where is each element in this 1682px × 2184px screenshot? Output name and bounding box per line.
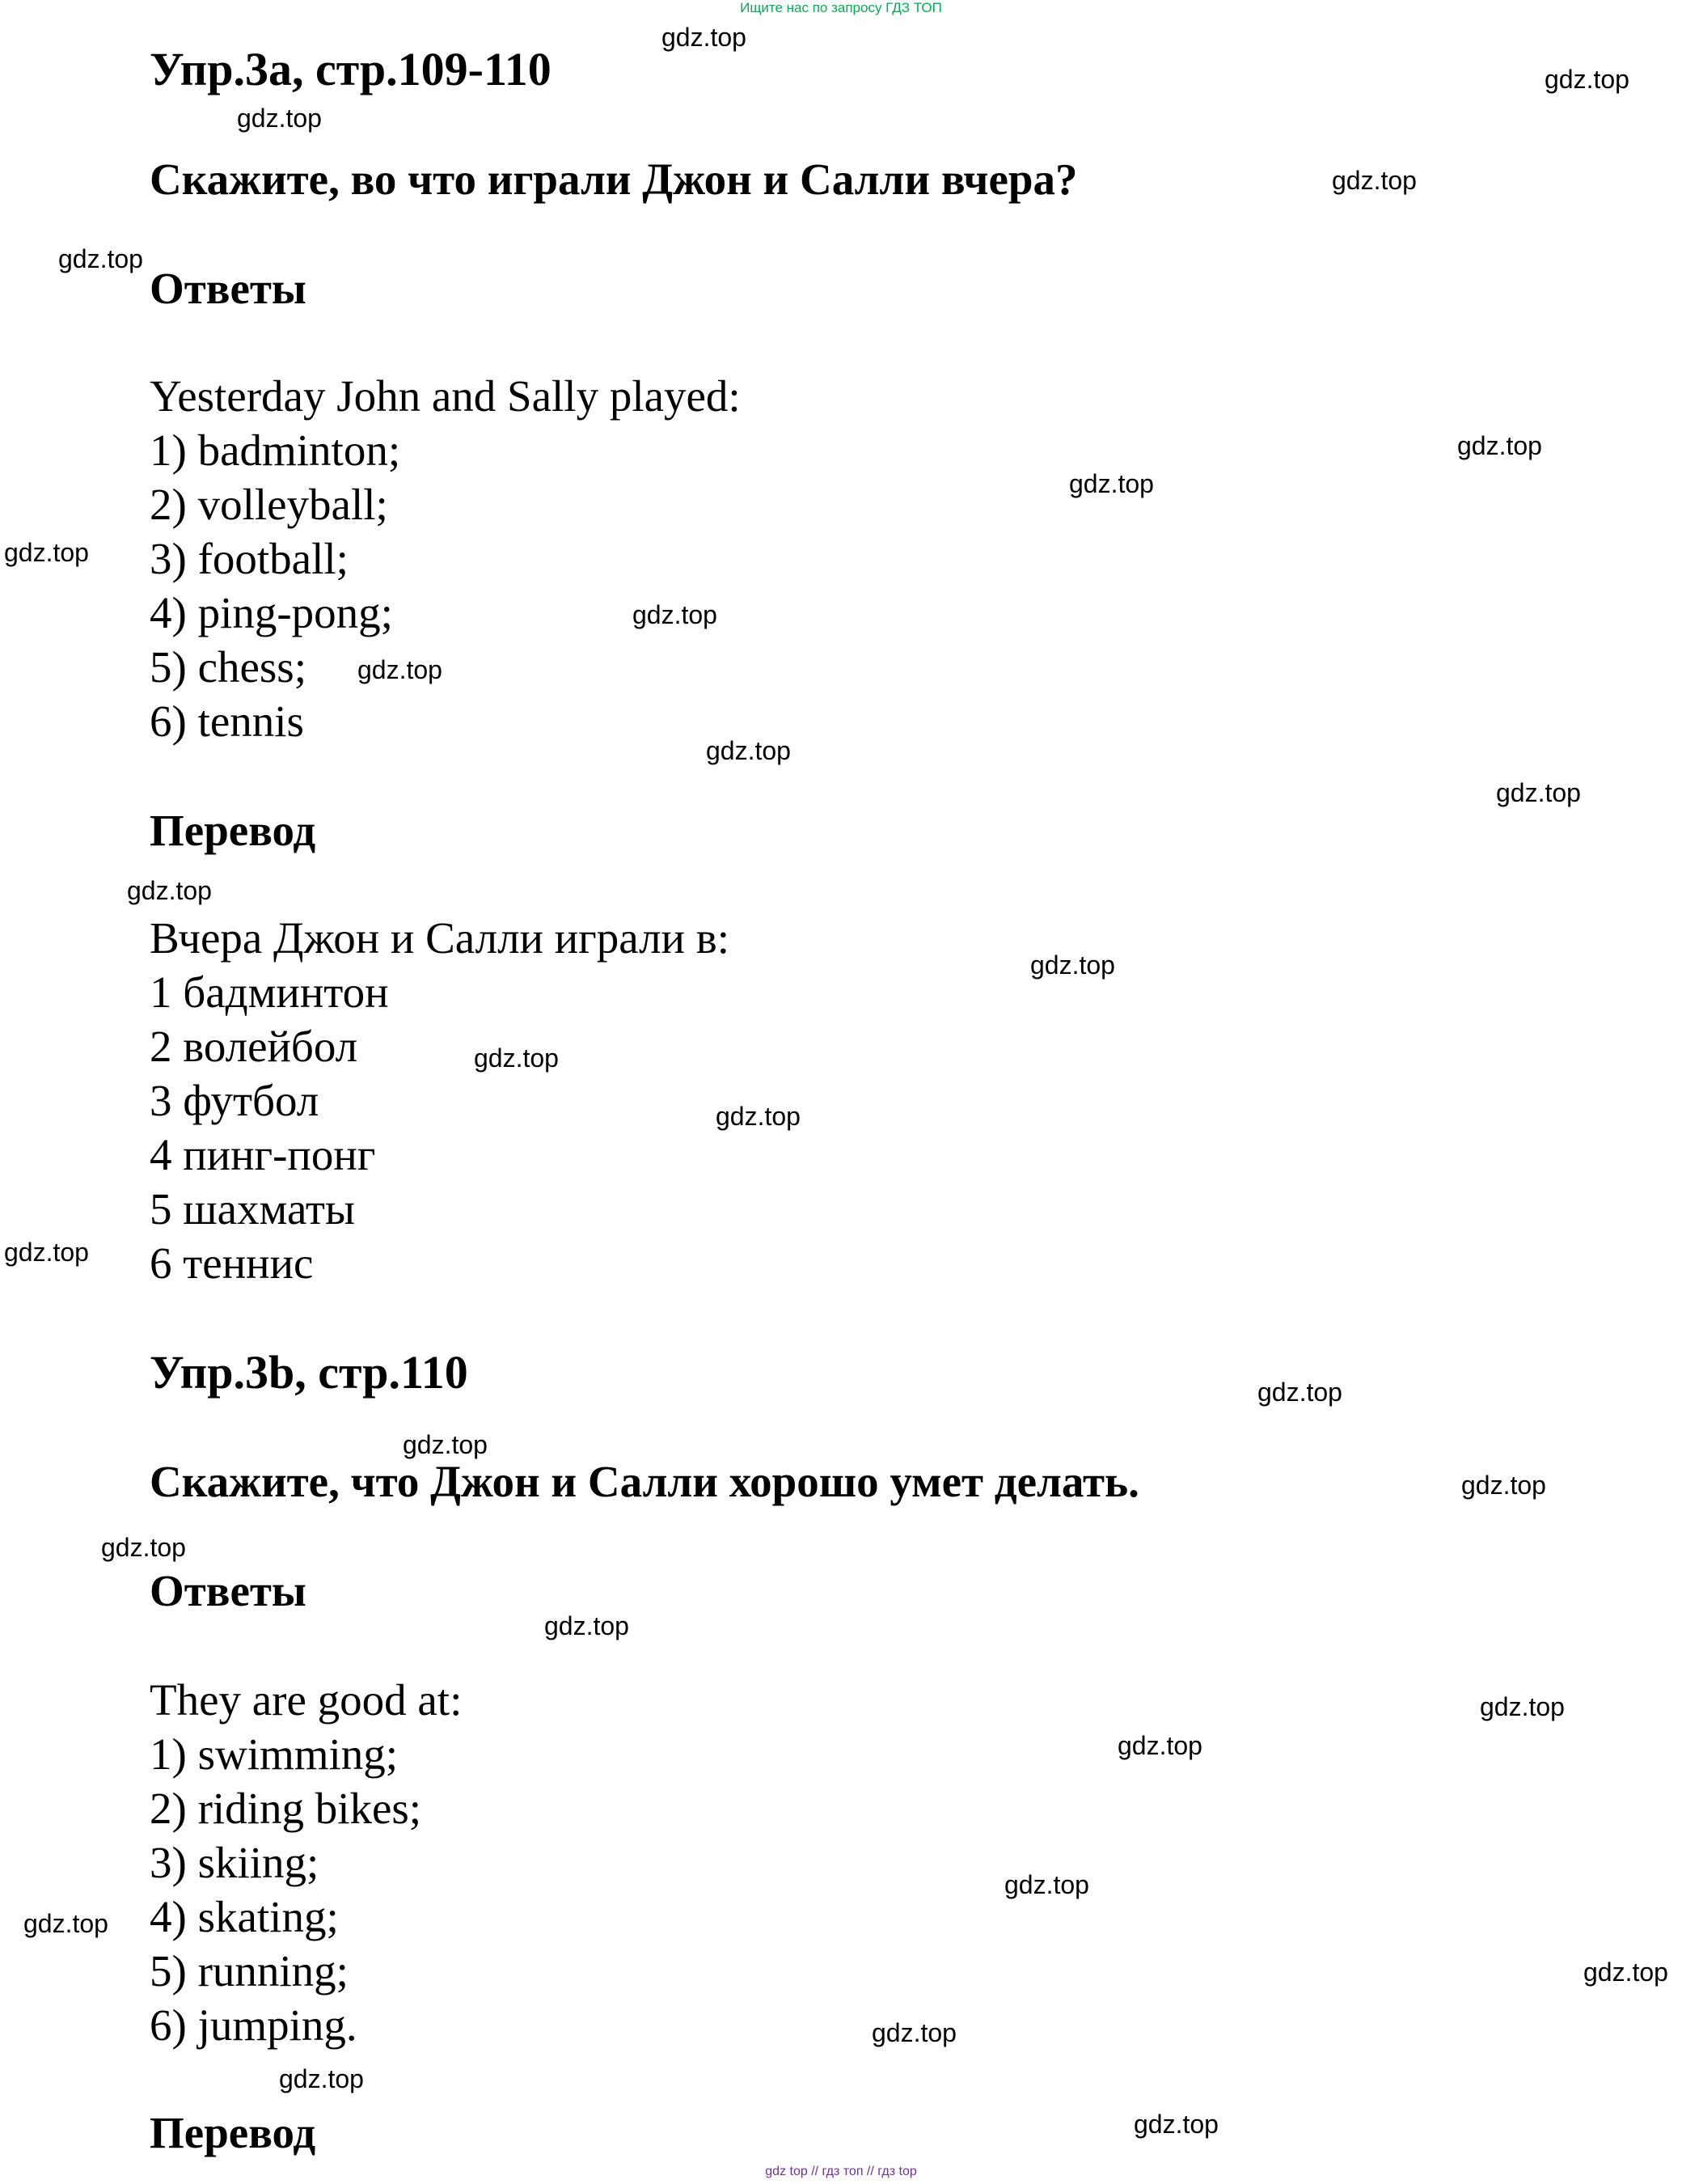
watermark: gdz.top <box>1257 1378 1342 1407</box>
watermark: gdz.top <box>23 1909 108 1938</box>
exercise-3a-translation-item: 1 бадминтон <box>150 967 389 1017</box>
exercise-3b-task: Скажите, что Джон и Салли хорошо умет делать. <box>150 1457 1139 1506</box>
watermark: gdz.top <box>716 1102 801 1131</box>
exercise-3a-answer-item: 6) tennis <box>150 696 304 746</box>
watermark: gdz.top <box>1461 1471 1546 1500</box>
exercise-3a-answers-heading: Ответы <box>150 264 306 313</box>
watermark: gdz.top <box>58 244 143 273</box>
exercise-3b-answers-intro: They are good at: <box>150 1675 463 1725</box>
exercise-3a-task: Скажите, во что играли Джон и Салли вчера? <box>150 154 1078 204</box>
exercise-3b-answers-heading: Ответы <box>150 1566 306 1615</box>
watermark: gdz.top <box>474 1043 559 1073</box>
watermark: gdz.top <box>357 655 442 684</box>
watermark: gdz.top <box>1030 950 1115 980</box>
exercise-3a-translation-heading: Перевод <box>150 806 316 855</box>
top-banner: Ищите нас по запросу ГДЗ ТОП <box>740 0 942 15</box>
watermark: gdz.top <box>237 104 322 133</box>
watermark: gdz.top <box>632 600 717 629</box>
watermark: gdz.top <box>872 2018 957 2047</box>
watermark: gdz.top <box>1457 431 1542 460</box>
exercise-3b-answer-item: 6) jumping. <box>150 2000 357 2050</box>
exercise-3b-answer-item: 5) running; <box>150 1946 349 1996</box>
watermark: gdz.top <box>1118 1731 1202 1760</box>
watermark: gdz.top <box>4 538 89 567</box>
watermark: gdz.top <box>706 736 791 765</box>
exercise-3a-answer-item: 2) volleyball; <box>150 480 388 529</box>
exercise-3a-translation-item: 2 волейбол <box>150 1022 358 1071</box>
watermark: gdz.top <box>1134 2110 1219 2139</box>
watermark: gdz.top <box>1480 1692 1565 1721</box>
exercise-3b-answer-item: 4) skating; <box>150 1892 339 1941</box>
exercise-3b-translation-heading: Перевод <box>150 2108 316 2157</box>
exercise-3a-answer-item: 5) chess; <box>150 642 306 692</box>
exercise-3b-answer-item: 1) swimming; <box>150 1729 399 1779</box>
watermark: gdz.top <box>1583 1958 1668 1987</box>
exercise-3a-translation-item: 5 шахматы <box>150 1184 355 1234</box>
watermark: gdz.top <box>1004 1870 1089 1899</box>
watermark: gdz.top <box>101 1533 186 1562</box>
watermark: gdz.top <box>1496 778 1581 807</box>
watermark: gdz.top <box>403 1430 488 1459</box>
exercise-3a-answers-intro: Yesterday John and Sally played: <box>150 371 741 421</box>
exercise-3b-answer-item: 3) skiing; <box>150 1838 319 1887</box>
exercise-3a-title: Упр.3а, стр.109-110 <box>150 43 552 95</box>
watermark: gdz.top <box>1545 65 1629 94</box>
watermark: gdz.top <box>544 1611 629 1640</box>
exercise-3a-translation-item: 6 теннис <box>150 1238 314 1288</box>
exercise-3a-translation-item: 4 пинг-понг <box>150 1130 376 1179</box>
footer-banner: gdz top // гдз топ // гдз top <box>765 2165 917 2178</box>
exercise-3b-answer-item: 2) riding bikes; <box>150 1784 422 1833</box>
watermark: gdz.top <box>1069 469 1154 498</box>
exercise-3a-answer-item: 1) badminton; <box>150 425 401 475</box>
watermark: gdz.top <box>1332 166 1417 195</box>
watermark: gdz.top <box>127 876 212 905</box>
exercise-3a-answer-item: 3) football; <box>150 534 349 583</box>
exercise-3a-translation-item: 3 футбол <box>150 1076 319 1125</box>
exercise-3a-translation-intro: Вчера Джон и Салли играли в: <box>150 913 729 963</box>
watermark: gdz.top <box>279 2064 364 2093</box>
exercise-3a-answer-item: 4) ping-pong; <box>150 588 393 637</box>
exercise-3b-title: Упр.3b, стр.110 <box>150 1346 468 1399</box>
watermark: gdz.top <box>4 1238 89 1267</box>
watermark: gdz.top <box>661 23 746 52</box>
